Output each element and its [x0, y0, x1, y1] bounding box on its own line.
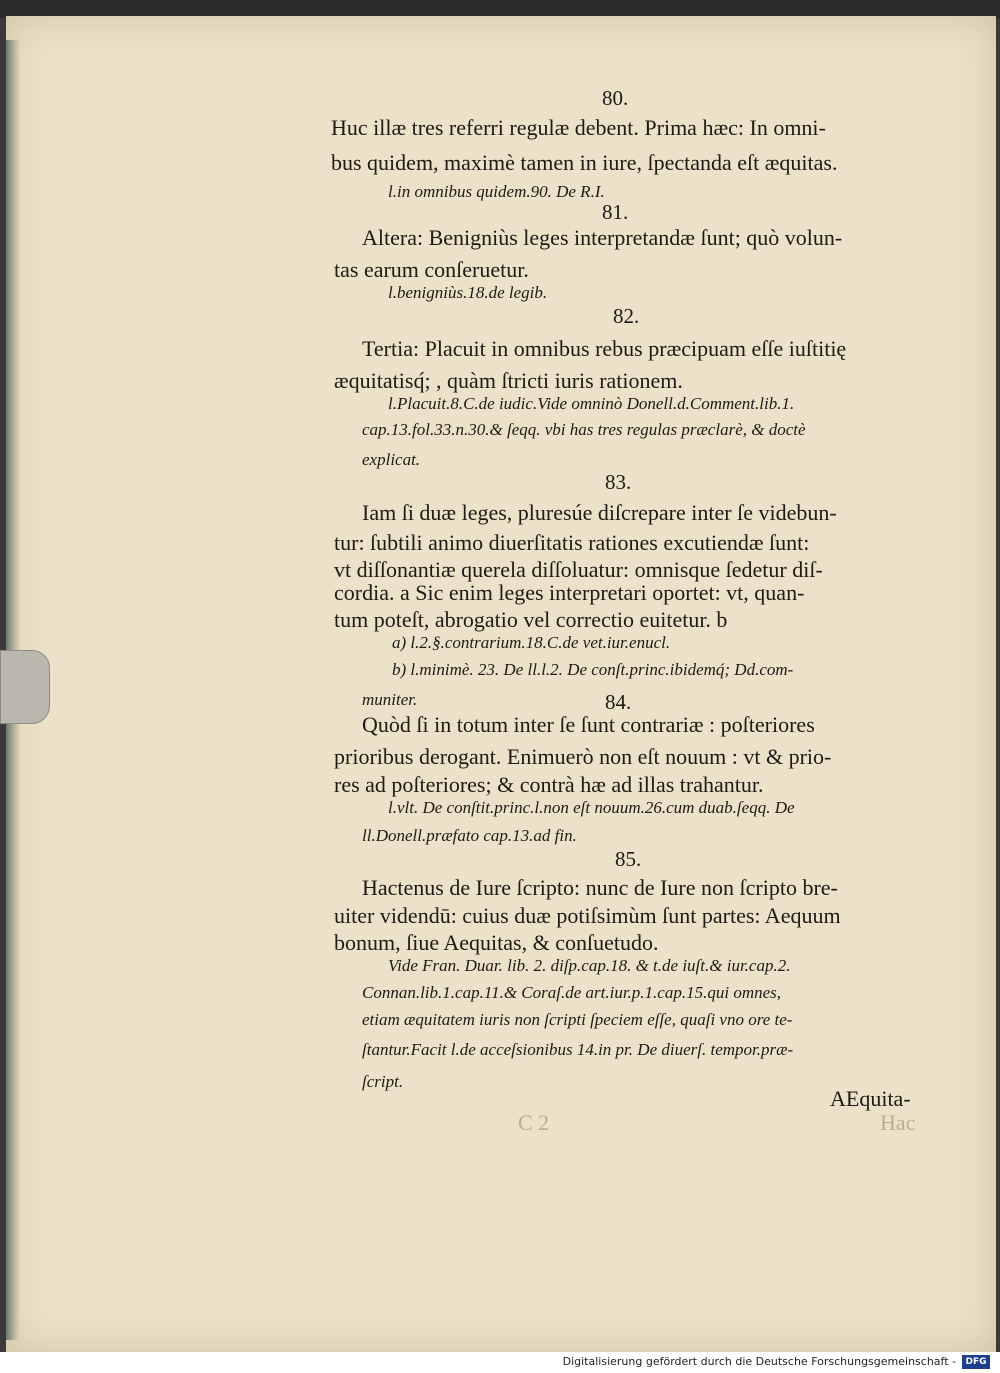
- citation-line: l.vlt. De conſtit.princ.l.non eſt nouum.26.cum duab.ſeqq. De: [388, 798, 795, 817]
- section-number: 81.: [602, 200, 629, 224]
- citation-line: b) l.minimè. 23. De ll.l.2. De conſt.princ.ibidemq́; Dd.com-: [392, 660, 794, 679]
- section-number: 85.: [615, 847, 642, 871]
- text-line: Quòd ſi in totum inter ſe ſunt contrariæ : poſteriores: [362, 712, 815, 737]
- text-line: vt diſſonantiæ querela diſſoluatur: omnisque ſedetur diſ-: [334, 557, 823, 582]
- citation-line: ſtantur.Facit l.de acceſsionibus 14.in pr. De diuerſ. tempor.præ-: [362, 1040, 794, 1059]
- text-line: AEquita-: [830, 1086, 911, 1111]
- section-number: 80.: [602, 86, 629, 110]
- text-line: Tertia: Placuit in omnibus rebus præcipuam eſſe iuſtitię: [362, 336, 847, 361]
- text-line: tum poteſt, abrogatio vel correctio euitetur. b: [334, 607, 728, 632]
- text-line: prioribus derogant. Enimuerò non eſt nouum : vt & prio-: [334, 744, 832, 769]
- text-line: Iam ſi duæ leges, pluresúe diſcrepare inter ſe videbun-: [362, 500, 837, 525]
- text-line: tur: ſubtili animo diuerſitatis rationes excutiendæ ſunt:: [334, 530, 810, 555]
- citation-line: l.Placuit.8.C.de iudic.Vide omninò Donell.d.Comment.lib.1.: [388, 394, 795, 413]
- citation-line: etiam æquitatem iuris non ſcripti ſpeciem eſſe, quaſi vno ore te-: [362, 1010, 793, 1029]
- citation-line: a) l.2.§.contrarium.18.C.de vet.iur.enucl.: [392, 633, 671, 652]
- text-line: Huc illæ tres referri regulæ debent. Prima hæc: In omni-: [331, 115, 826, 140]
- citation-line: Connan.lib.1.cap.11.& Coraſ.de art.iur.p.1.cap.15.qui omnes,: [362, 983, 782, 1002]
- citation-line: ll.Donell.præfato cap.13.ad fin.: [362, 826, 577, 845]
- citation-line: Vide Fran. Duar. lib. 2. diſp.cap.18. & t.de iuſt.& iur.cap.2.: [388, 956, 791, 975]
- text-line: æquitatisq́; , quàm ſtricti iuris rationem.: [334, 368, 683, 393]
- text-line: tas earum conſeruetur.: [334, 257, 529, 282]
- citation-line: cap.13.fol.33.n.30.& ſeqq. vbi has tres regulas præclarè, & doctè: [362, 420, 806, 439]
- dfg-logo-icon: DFG: [962, 1355, 990, 1369]
- footer-credit: Digitalisierung gefördert durch die Deutsche Forschungsgemeinschaft -: [562, 1355, 956, 1368]
- text-line: cordia. a Sic enim leges interpretari oportet: vt, quan-: [334, 580, 805, 605]
- text-line: Altera: Benigniùs leges interpretandæ ſunt; quò volun-: [362, 225, 843, 250]
- citation-line: l.in omnibus quidem.90. De R.I.: [388, 182, 605, 201]
- footer-bar: [0, 1352, 1000, 1373]
- text-line: res ad poſteriores; & contrà hæ ad illas trahantur.: [334, 772, 764, 797]
- citation-line: muniter.: [362, 690, 418, 709]
- citation-line: explicat.: [362, 450, 421, 469]
- bleed-through-catchword: Hac: [880, 1110, 916, 1135]
- text-line: bonum, ſiue Aequitas, & conſuetudo.: [334, 930, 659, 955]
- citation-line: ſcript.: [362, 1072, 404, 1091]
- bookmark-tab: [0, 650, 50, 724]
- citation-line: l.benigniùs.18.de legib.: [388, 283, 548, 302]
- section-number: 83.: [605, 470, 632, 494]
- section-number: 84.: [605, 690, 632, 714]
- bleed-through-signature: C 2: [518, 1110, 550, 1135]
- text-line: Hactenus de Iure ſcripto: nunc de Iure non ſcripto bre-: [362, 875, 838, 900]
- text-line: bus quidem, maximè tamen in iure, ſpectanda eſt æquitas.: [331, 150, 838, 175]
- text-line: uiter videndū: cuius duæ potiſsimùm ſunt partes: Aequum: [334, 903, 841, 928]
- book-page: [6, 16, 996, 1352]
- section-number: 82.: [613, 304, 640, 328]
